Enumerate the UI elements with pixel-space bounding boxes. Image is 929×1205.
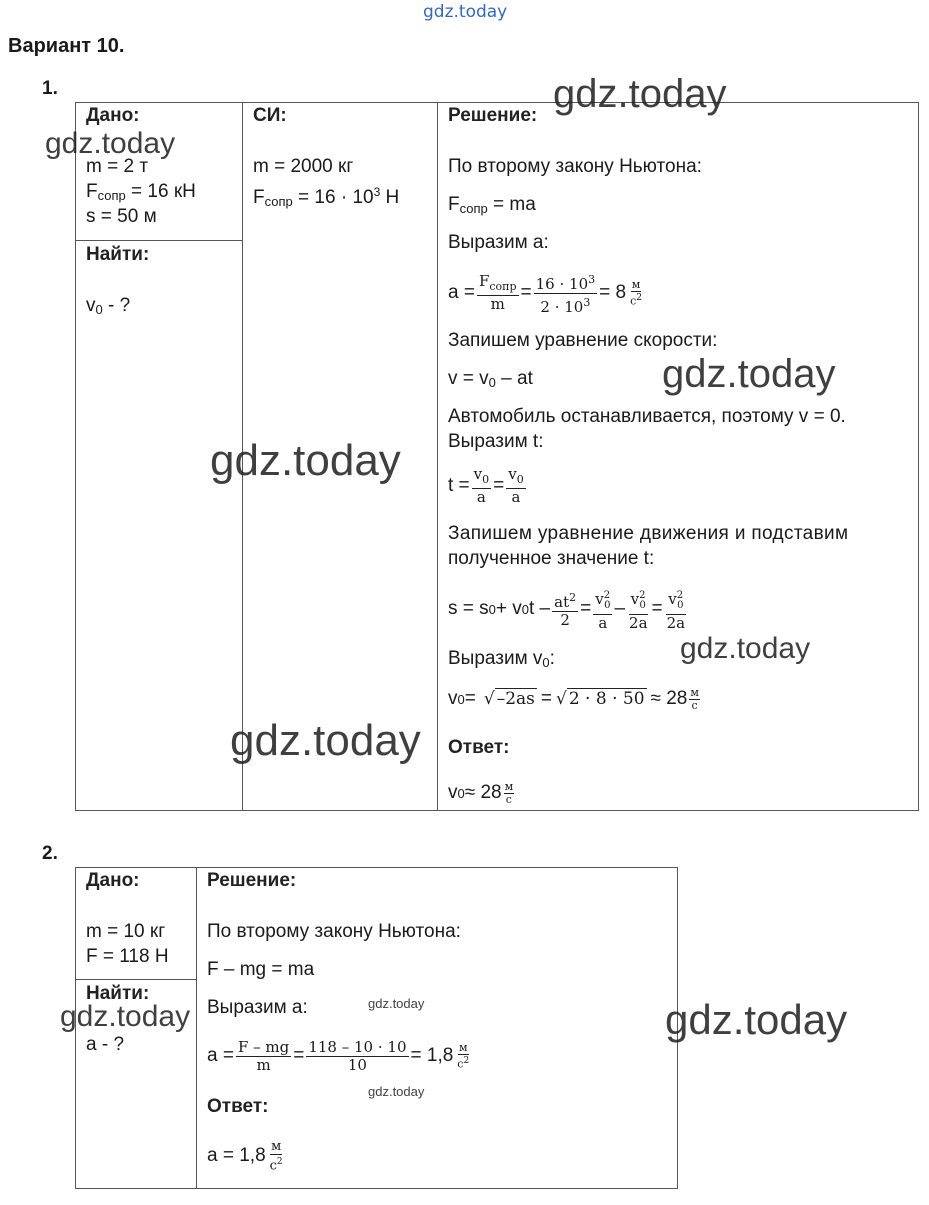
task1-step-f-ma: $F_{сопр}$ = ma: [448, 194, 536, 216]
task2-answer: a = 1,8 $\frac{м}{с^2}$: [207, 1138, 283, 1174]
task1-step-substitute: полученное значение t:: [448, 548, 655, 569]
watermark-top: gdz.today: [423, 2, 508, 22]
watermark: gdz.today: [368, 996, 425, 1011]
task1-step-velocity: Запишем уравнение скорости:: [448, 330, 718, 351]
task1-si-f: $F_{сопр} = 16 \cdot 10^3$ Н: [253, 185, 400, 209]
watermark: gdz.today: [553, 72, 727, 116]
watermark: gdz.today: [210, 436, 401, 485]
task1-answer: v 0 ≈ 28 $\frac{м}{с}$: [448, 779, 514, 806]
task1-step-motion: Запишем уравнение движения и подставим: [448, 523, 849, 544]
task2-step-newton: По второму закону Ньютона:: [207, 921, 461, 942]
watermark: gdz.today: [665, 996, 848, 1043]
task1-find: $v_0$ - ?: [86, 295, 131, 317]
task2-find-header: Найти:: [86, 983, 150, 1004]
task1-eq-v: $v = v_0$ – at: [448, 368, 533, 390]
task1-find-header: Найти:: [86, 244, 150, 265]
task2-step-express-a: Выразим a:: [207, 997, 308, 1018]
task2-find: a - ?: [86, 1034, 125, 1055]
watermark: gdz.today: [662, 352, 836, 396]
task2-given-f: F = 118 Н: [86, 946, 169, 967]
watermark: gdz.today: [60, 1000, 191, 1033]
watermark: gdz.today: [680, 632, 811, 665]
task1-step-express-a: Выразим a:: [448, 232, 549, 253]
task1-given-s: s = 50 м: [86, 206, 157, 227]
task1-eq-t: t = $\frac{v_0}{a}$ = $\frac{v_0}{a}$: [448, 465, 524, 506]
task2-solution-header: Решение:: [207, 870, 297, 891]
task2-answer-header: Ответ:: [207, 1096, 269, 1117]
watermark: gdz.today: [45, 127, 176, 160]
watermark: gdz.today: [368, 1084, 425, 1099]
task2-given-header: Дано:: [86, 870, 140, 891]
task1-step-express-t: Выразим t:: [448, 431, 544, 452]
task1-answer-header: Ответ:: [448, 737, 510, 758]
task1-si-m: m = 2000 кг: [253, 156, 354, 177]
variant-title: Вариант 10.: [8, 35, 125, 57]
task1-given-f: $F_{сопр} = 16$ кН: [86, 181, 196, 203]
task1-solution-header: Решение:: [448, 105, 538, 126]
task1-step-stop: Автомобиль останавливается, поэтому v = 0.: [448, 406, 846, 427]
task1-step-newton: По второму закону Ньютона:: [448, 156, 702, 177]
watermark: gdz.today: [230, 716, 421, 765]
task2-number: 2.: [42, 843, 58, 864]
task1-eq-a: a = $\frac{F_{сопр}}{m}$ = $\frac{16 \cdot 10^3}{2 \cdot 10^3}$ = 8 $\frac{м}{с^2}$: [448, 272, 642, 316]
task1-eq-s: s = s 0 + v 0 t – $\frac{at^2}{2}$ = $\frac{v^2_0}{a}$ – $\frac{v^2_0}{2a}$ = $\frac{v^2_0}{2a}$: [448, 584, 689, 634]
task1-si-header: СИ:: [253, 105, 287, 126]
task1-step-express-v0: Выразим $v_0$:: [448, 648, 555, 670]
task2-given-m: m = 10 кг: [86, 921, 166, 942]
task1-given-m: m = 2 т: [86, 156, 149, 177]
task1-number: 1.: [42, 78, 58, 99]
task1-given-header: Дано:: [86, 105, 140, 126]
task2-eq-a: a = $\frac{F - mg}{m}$ = $\frac{118 - 10 \cdot 10}{10}$ = 1,8 $\frac{м}{с^2}$: [207, 1037, 470, 1074]
task2-eq-forces: F – mg = ma: [207, 959, 315, 980]
task1-eq-v0: v 0 = √ –2as = √ 2 · 8 · 50 ≈ 28 $\frac{м}{с}$: [448, 685, 699, 712]
